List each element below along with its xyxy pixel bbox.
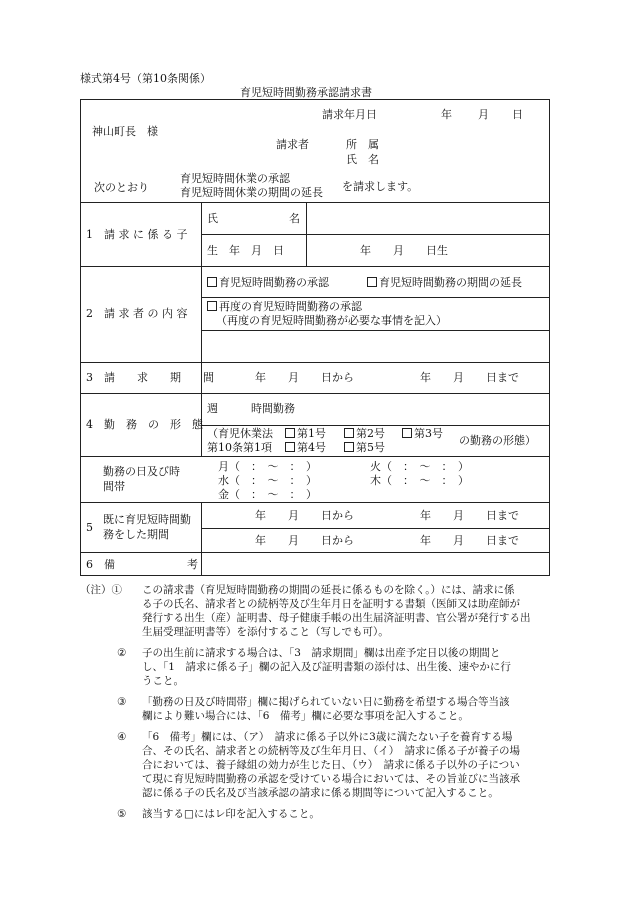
option-item5[interactable]: [344, 441, 385, 454]
option-item1[interactable]: [285, 427, 326, 440]
column-divider: [306, 202, 307, 266]
row-divider: [201, 330, 550, 331]
form-number: 様式第4号（第10条関係）: [80, 72, 211, 85]
checkbox[interactable]: [344, 442, 354, 452]
weekly-hours: 週 時間勤務: [207, 402, 295, 415]
checkbox[interactable]: [344, 428, 354, 438]
section1-label: 1 請 求 に 係 る 子: [86, 228, 188, 241]
checkbox[interactable]: [402, 428, 412, 438]
schedule-thu: 木（ ： 〜 ： ）: [370, 474, 469, 487]
option-extension-label: 育児短時間勤務の期間の延長: [379, 276, 522, 289]
option-item5-label: 第5号: [356, 441, 385, 454]
form-frame: [80, 99, 550, 576]
schedule-label-2: 間帯: [103, 480, 125, 493]
law-prefix: （育児休業法: [207, 427, 273, 440]
notes-prefix: （注）①: [80, 584, 122, 596]
past-period-1: 年 月 日から 年 月 日まで: [255, 509, 519, 522]
note1-line4: 生届受理証明書等）を添付すること（写しでも可）。: [142, 626, 389, 638]
section3-label: 3 請 求 期 間: [86, 371, 214, 384]
column-divider: [201, 502, 202, 576]
option-approval-label: 育児短時間勤務の承認: [219, 276, 329, 289]
option-item3-label: 第3号: [414, 427, 443, 440]
schedule-label-1: 勤務の日及び時: [103, 465, 180, 478]
note5-line1: 該当する□にはレ印を記入すること。: [142, 808, 320, 820]
requester-label: 請求者: [276, 138, 309, 151]
section5-number: 5: [86, 521, 93, 534]
checkbox[interactable]: [207, 301, 217, 311]
date-month: 月: [478, 108, 489, 121]
row-divider: [80, 362, 550, 363]
addressee: 神山町長 様: [92, 125, 158, 138]
note4-mark: ④: [117, 731, 127, 743]
option-item3[interactable]: [402, 427, 443, 440]
note3-line1: 「勤務の日及び時間帯」欄に掲げられていない日に勤務を希望する場合等当該: [142, 696, 510, 708]
affiliation-label: 所 属: [346, 138, 379, 151]
request-period: 年 月 日から 年 月 日まで: [255, 371, 519, 384]
child-name-label-2: 名: [289, 212, 300, 225]
section4-label: 4 勤 務 の 形 態: [86, 418, 203, 431]
option-reapproval[interactable]: [207, 300, 362, 313]
option-approval[interactable]: [207, 276, 329, 289]
intro-text: 次のとおり: [94, 181, 149, 194]
checkbox[interactable]: [285, 442, 295, 452]
schedule-mon: 月（ ： 〜 ： ）: [218, 460, 317, 473]
past-period-2: 年 月 日から 年 月 日まで: [255, 534, 519, 547]
form-title: 育児短時間勤務承認請求書: [240, 86, 372, 99]
section5-label-1: 既に育児短時間勤: [103, 513, 191, 526]
row-divider: [80, 202, 550, 203]
note2-mark: ②: [117, 647, 127, 659]
note4-line2: 合、その氏名、請求者との続柄等及び生年月日、（イ） 請求に係る子が養子の場: [142, 745, 520, 757]
note1-line2: る子の氏名、請求者との続柄等及び生年月日を証明する書類（医師又は助産師が: [142, 598, 520, 610]
option-reapproval-label: 再度の育児短時間勤務の承認: [219, 300, 362, 313]
row-divider: [80, 456, 550, 457]
note4-line4: て現に育児短時間勤務の承認を受けている場合においては、その旨並びに当該承: [142, 773, 520, 785]
name-label: 氏 名: [346, 153, 379, 166]
request-date-label: 請求年月日: [322, 108, 377, 121]
row-divider: [80, 393, 550, 394]
row-divider: [80, 502, 550, 503]
work-form-suffix: の勤務の形態）: [459, 434, 536, 447]
note1-line3: 発行する出生（産）証明書、母子健康手帳の出生届済証明書、官公署が発行する出: [142, 612, 531, 624]
row-divider: [80, 552, 550, 553]
option-item4[interactable]: [285, 441, 326, 454]
note4-line1: 「6 備考」欄には、（ア） 請求に係る子以外に3歳に満たない子を養育する場: [142, 731, 513, 743]
child-name-label: 氏: [207, 212, 218, 225]
option-item1-label: 第1号: [297, 427, 326, 440]
note3-line2: 欄により難い場合には、「6 備考」欄に必要な事項を記入すること。: [142, 710, 469, 722]
schedule-wed: 水（ ： 〜 ： ）: [218, 474, 317, 487]
row-divider: [80, 266, 550, 267]
note5-mark: ⑤: [117, 808, 127, 820]
section5-label-2: 務をした期間: [103, 528, 169, 541]
article-prefix: 第10条第1項: [207, 441, 272, 454]
option-leave-approval: 育児短時間休業の承認: [180, 172, 290, 185]
option-leave-extension: 育児短時間休業の期間の延長: [180, 186, 323, 199]
date-year: 年: [441, 108, 452, 121]
note4-line3: 合においては、養子縁組の効力が生じた日、（ウ） 請求に係る子以外の子につい: [142, 759, 520, 771]
row-divider: [201, 528, 550, 529]
section6-label: 6 備: [86, 558, 115, 571]
note2-line2: し、「1 請求に係る子」欄の記入及び証明書類の添付は、出生後、速やかに行: [142, 661, 511, 673]
option-item2[interactable]: [344, 427, 385, 440]
note4-line5: 認に係る子の氏名及び当該承認の請求に係る期間等について記入すること。: [142, 787, 499, 799]
option-item4-label: 第4号: [297, 441, 326, 454]
section6-label-2: 考: [187, 558, 198, 571]
option-item2-label: 第2号: [356, 427, 385, 440]
section2-label: 2 請 求 者 の 内 容: [86, 307, 188, 320]
request-suffix: を請求します。: [342, 180, 419, 193]
row-divider: [201, 297, 550, 298]
checkbox[interactable]: [285, 428, 295, 438]
checkbox[interactable]: [207, 277, 217, 287]
checkbox[interactable]: [367, 277, 377, 287]
note1-line1: この請求書（育児短時間勤務の期間の延長に係るものを除く。）には、請求に係: [142, 584, 515, 596]
reapproval-note: （再度の育児短時間勤務が必要な事情を記入）: [216, 314, 447, 327]
child-birth-label: 生 年 月 日: [207, 244, 284, 257]
row-divider: [201, 425, 550, 426]
note2-line3: うこと。: [142, 675, 184, 687]
schedule-tue: 火（ ： 〜 ： ）: [370, 460, 469, 473]
child-birth-value: 年 月 日生: [360, 244, 448, 257]
note2-line1: 子の出生前に請求する場合は、「3 請求期間」欄は出産予定日以後の期間と: [142, 647, 501, 659]
date-day: 日: [512, 108, 523, 121]
note3-mark: ③: [117, 696, 127, 708]
option-extension[interactable]: [367, 276, 522, 289]
row-divider: [201, 234, 550, 235]
schedule-fri: 金（ ： 〜 ： ）: [218, 488, 317, 501]
